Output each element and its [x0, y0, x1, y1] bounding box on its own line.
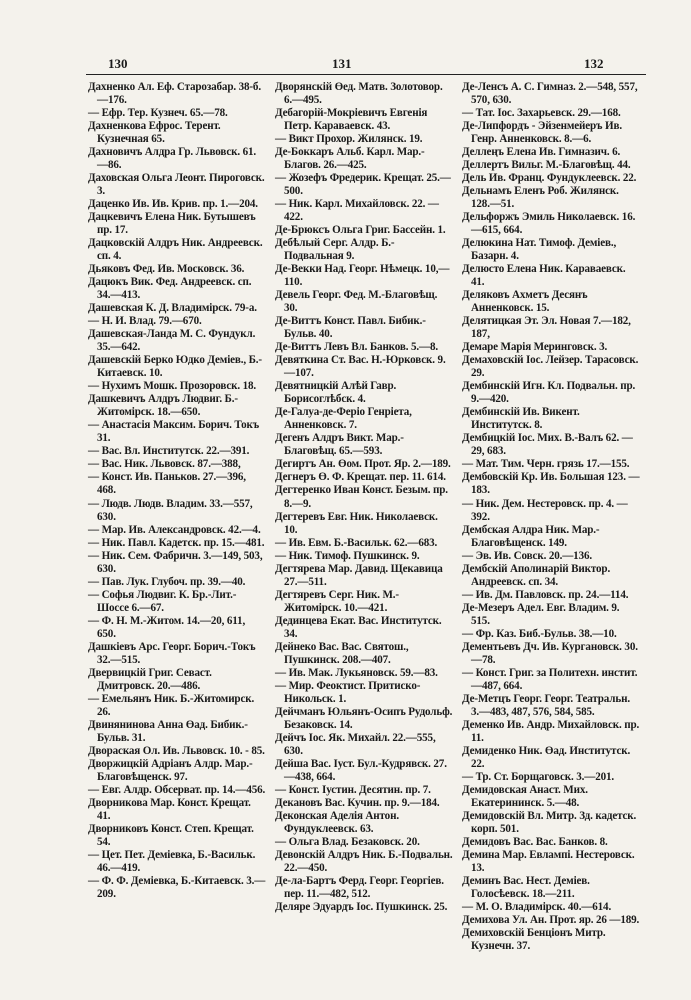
- directory-entry: Дегнеръ Ө. Ф. Крещат. пер. 11. 614.: [275, 471, 446, 484]
- directory-entry: Дединцева Екат. Вас. Институтск. 34.: [275, 614, 442, 640]
- directory-entry: Дахновичъ Алдра Гр. Львовск. 61.—86.: [88, 146, 257, 172]
- page-number-center: 131: [332, 56, 352, 71]
- directory-entry: Де-Боккаръ Альб. Карл. Мар.-Благов. 26.—425.: [275, 146, 425, 172]
- directory-entry: Даховская Ольга Леонт. Пироговск. 3.: [88, 172, 265, 198]
- directory-entry: — Мат. Тим. Черн. грязь 17.—155.: [462, 458, 630, 471]
- directory-entry: — Ник. Павл. Кадетск. пр. 15.—481.: [88, 536, 265, 549]
- directory-entry: — Ф. Ф. Деміевка, Б.-Китаевск. 3.—209.: [88, 874, 266, 900]
- directory-entry: — М. О. Владимірск. 40.—614.: [462, 900, 612, 913]
- directory-entry: Двораская Ол. Ив. Львовск. 10. - 85.: [88, 744, 265, 757]
- directory-entry: — Эв. Ив. Совск. 20.—136.: [462, 549, 592, 562]
- directory-entry: Дейчманъ Юльянъ-Осипъ Рудольф. Безаковск. 14.: [275, 705, 453, 731]
- directory-entry: — Ник. Карл. Михайловск. 22. —422.: [275, 198, 439, 224]
- directory-entry: — Мар. Ив. Александровск. 42.—4.: [88, 523, 261, 536]
- directory-entry: — Вас. Ник. Львовск. 87.—388,: [88, 458, 241, 471]
- directory-entry: — Фр. Каз. Биб.-Бульв. 38.—10.: [462, 627, 617, 640]
- directory-entry: Девятницкій Алѣй Гавр. Борисоглѣбск. 4.: [275, 380, 397, 406]
- directory-entry: Де-ла-Бартъ Ферд. Георг. Георгіев. пер. 11.—482, 512.: [275, 874, 444, 900]
- directory-entry: Де-Мезеръ Адел. Евг. Владим. 9. 515.: [462, 601, 620, 627]
- directory-entry: — Конст. Ив. Паньков. 27.—396, 468.: [88, 471, 246, 497]
- directory-entry: Дембицкій Іос. Мих. В.-Валъ 62. —29, 683.: [462, 432, 633, 458]
- directory-entry: Дашевскій Берко Юдко Деміев., Б.-Китаевск. 10.: [88, 354, 262, 380]
- directory-entry: — Ив. Евм. Б.-Васильк. 62.—683.: [275, 536, 438, 549]
- directory-entry: — Нухимъ Мошк. Прозоровск. 18.: [88, 380, 257, 393]
- directory-entry: Девонскій Алдръ Ник. Б.-Подвальн. 22.—450.: [275, 848, 453, 874]
- directory-entry: — Пав. Лук. Глубоч. пр. 39.—40.: [88, 575, 246, 588]
- directory-entry: — Тат. Іос. Захарьевск. 29.—168.: [462, 107, 621, 120]
- directory-entry: — Н. И. Влад. 79.—670.: [88, 315, 202, 328]
- directory-entry: — Жозефъ Фредерик. Крещат. 25.—500.: [275, 172, 451, 198]
- directory-entry: Дацюкъ Вик. Фед. Андреевск. сп. 34.—413.: [88, 276, 252, 302]
- directory-entry: Дворянскій Өед. Матв. Золотовор. 6.—495.: [275, 81, 443, 107]
- page-number-right: 132: [584, 56, 604, 71]
- directory-entry: Демидовская Анаст. Мих. Екатерининск. 5.—48.: [462, 783, 588, 809]
- directory-entry: Дейнеко Вас. Вас. Святош., Пушкинск. 208.—407.: [275, 640, 409, 666]
- directory-entry: Дебагорій-Мокріевичъ Евгенія Петр. Караваевск. 43.: [275, 107, 428, 133]
- directory-entry: Дьяковъ Фед. Ив. Московск. 36.: [88, 263, 245, 276]
- directory-entry: — Ив. Дм. Павловск. пр. 24.—114.: [462, 588, 629, 601]
- directory-entry: Дацкевичъ Елена Ник. Бутышевъ пр. 17.: [88, 211, 256, 237]
- directory-entry: Дейша Вас. Іуст. Бул.-Кудрявск. 27.—438, 664.: [275, 757, 447, 783]
- directory-entry: Дашкіевъ Арс. Георг. Борич.-Токъ 32.—515.: [88, 640, 256, 666]
- directory-entry: Де-Виттъ Левъ Вл. Банков. 5.—8.: [275, 341, 438, 354]
- directory-entry: Демиденко Ник. Өад. Институтск. 22.: [462, 744, 631, 770]
- directory-entry: — Ольга Влад. Безаковск. 20.: [275, 835, 420, 848]
- directory-entry: Дембинскій Игн. Кл. Подвальн. пр. 9.—420.: [462, 380, 636, 406]
- column-1: [88, 81, 266, 901]
- directory-entry: — Людв. Людв. Владим. 33.—557, 630.: [88, 497, 253, 523]
- directory-entry: — Евг. Алдр. Обсерват. пр. 14.—456.: [88, 783, 266, 796]
- directory-entry: Девяткина Ст. Вас. Н.-Юрковск. 9.—107.: [275, 354, 446, 380]
- directory-entry: Дегтярева Мар. Давид. Щекавица 27.—511.: [275, 562, 443, 588]
- directory-entry: Дегенъ Алдръ Викт. Мар.-Благовѣщ. 65.—593.: [275, 432, 404, 458]
- directory-entry: — Ник. Дем. Нестеровск. пр. 4. —392.: [462, 497, 628, 523]
- directory-entry: — Цет. Пет. Деміевка, Б.-Васильк. 46.—419.: [88, 848, 256, 874]
- directory-entry: — Конст. Григ. за Политехн. инстит.—487, 664.: [462, 666, 638, 692]
- directory-entry: Дембинскій Ив. Викент. Институтск. 8.: [462, 406, 580, 432]
- directory-entry: Де-Галуа-де-Феріо Генріета, Анненковск. 7.: [275, 406, 412, 432]
- directory-entry: Дворниковъ Конст. Степ. Крещат. 54.: [88, 822, 254, 848]
- directory-entry: Дашкевичъ Алдръ Людвиг. Б.-Житомірск. 18.—650.: [88, 393, 238, 419]
- directory-entry: — Мир. Феоктист. Притиско-Никольск. 1.: [275, 679, 421, 705]
- directory-entry: Деллертъ Вильг. М.-Благовѣщ. 44.: [462, 159, 631, 172]
- directory-entry: Демаховскій Іос. Лейзер. Тарасовск. 29.: [462, 354, 639, 380]
- directory-entry: — Софья Людвиг. К. Бр.-Лит.-Шоссе 6.—67.: [88, 588, 237, 614]
- directory-entry: Делюкина Нат. Тимоф. Деміев., Базарн. 4.: [462, 237, 617, 263]
- directory-entry: Де-Метцъ Георг. Георг. Театральн. 3.—483, 487, 576, 584, 585.: [462, 692, 630, 718]
- page-number-left: 130: [108, 56, 128, 71]
- header-rule: [86, 74, 646, 75]
- directory-entry: Демаре Марія Меринговск. 3.: [462, 341, 608, 354]
- directory-entry: Дахненкова Ефрос. Терент. Кузнечная 65.: [88, 120, 221, 146]
- directory-entry: — Ник. Сем. Фабричн. 3.—149, 503, 630.: [88, 549, 263, 575]
- directory-entry: Дельнамъ Еленъ Роб. Жилянск. 128.—51.: [462, 185, 619, 211]
- directory-entry: Де-Ленсъ А. С. Гимназ. 2.—548, 557, 570, 630.: [462, 81, 638, 107]
- directory-entry: Деменко Ив. Андр. Михайловск. пр. 11.: [462, 718, 640, 744]
- directory-entry: Дельфоржъ Эмиль Николаевск. 16.—615, 664.: [462, 211, 636, 237]
- directory-entry: Дегиртъ Ан. Өом. Прот. Яр. 2.—189.: [275, 458, 451, 471]
- directory-entry: Дейчъ Іос. Як. Михайл. 22.—555, 630.: [275, 731, 436, 757]
- directory-entry: Дахненко Ал. Еф. Старозабар. 38-б.—176.: [88, 81, 261, 107]
- directory-entry: — Ефр. Тер. Кузнеч. 65.—78.: [88, 107, 228, 120]
- directory-entry: — Вас. Вл. Институтск. 22.—391.: [88, 445, 250, 458]
- directory-entry: Даценко Ив. Ив. Крив. пр. 1.—204.: [88, 198, 258, 211]
- directory-entry: Деллеңъ Елена Ив. Гимназич. 6.: [462, 146, 621, 159]
- directory-entry: Дашевская-Ланда М. С. Фундукл. 35.—642.: [88, 328, 256, 354]
- directory-entry: Декановъ Вас. Кучин. пр. 9.—184.: [275, 796, 440, 809]
- directory-entry: Дембовскій Кр. Ив. Большая 123. —183.: [462, 471, 640, 497]
- directory-entry: — Анастасія Максим. Борич. Токъ 31.: [88, 419, 260, 445]
- directory-entry: — Ник. Тимоф. Пушкинск. 9.: [275, 549, 420, 562]
- directory-entry: — Викт Прохор. Жилянск. 19.: [275, 133, 423, 146]
- directory-entry: Де-Векки Над. Георг. Нѣмецк. 10,—110.: [275, 263, 450, 289]
- directory-entry: Деляковъ Ахметъ Десянъ Анненковск. 15.: [462, 289, 588, 315]
- directory-entry: Дацковскій Алдръ Ник. Андреевск. сп. 4.: [88, 237, 263, 263]
- directory-entry: Де-Виттъ Конст. Павл. Бибик.-Бульв. 40.: [275, 315, 426, 341]
- directory-entry: Дворникова Мар. Конст. Крещат. 41.: [88, 796, 251, 822]
- directory-entry: Демина Мар. Евлампі. Нестеровск. 13.: [462, 848, 635, 874]
- directory-entry: — Тр. Ст. Борщаговск. 3.—201.: [462, 770, 615, 783]
- directory-entry: Демихова Ул. Ан. Прот. яр. 26 —189.: [462, 914, 640, 926]
- directory-entry: Двервицкій Григ. Севаст. Дмитровск. 20.—486.: [88, 666, 212, 692]
- directory-entry: Дембскій Аполинарій Виктор. Андреевск. сп. 34.: [462, 562, 611, 588]
- column-2: [275, 81, 453, 914]
- directory-entry: Демиховскій Бенціонъ Митр. Кузнечн. 37.: [462, 927, 606, 953]
- directory-entry: Дегтяревъ Серг. Ник. М.-Житомірск. 10.—421.: [275, 588, 399, 614]
- directory-entry: Демидовъ Вас. Вас. Банков. 8.: [462, 835, 608, 848]
- column-3: [462, 81, 640, 953]
- directory-entry: Делюсто Елена Ник. Караваевск. 41.: [462, 263, 626, 289]
- directory-entry: Дашевская К. Д. Владимірск. 79-а.: [88, 302, 257, 315]
- directory-entry: Девель Георг. Фед. М.-Благовѣщ. 30.: [275, 289, 438, 315]
- directory-entry: — Ф. Н. М.-Житом. 14.—20, 611, 650.: [88, 614, 246, 640]
- directory-entry: Деконская Аделія Антон. Фундуклеевск. 63.: [275, 809, 399, 835]
- directory-entry: Демидовскій Вл. Митр. Зд. кадетск. корп. 501.: [462, 809, 637, 835]
- directory-entry: Де-Липфордъ - Эйзенмейеръ Ив. Генр. Анненковск. 8.—6.: [462, 120, 622, 146]
- directory-entry: Дель Ив. Франц. Фундуклеевск. 22.: [462, 172, 637, 185]
- directory-entry: Дегтеренко Иван Конст. Безым. пр. 8.—9.: [275, 484, 448, 510]
- directory-entry: Дегтеревъ Евг. Ник. Николаевск. 10.: [275, 510, 438, 536]
- directory-entry: — Конст. Іустин. Десятин. пр. 7.: [275, 783, 431, 796]
- directory-entry: Де-Брюксъ Ольга Григ. Бассейн. 1.: [275, 224, 446, 237]
- directory-entry: Дебѣлый Серг. Алдр. Б.-Подвальная 9.: [275, 237, 395, 263]
- directory-entry: Дембская Алдра Ник. Мар.-Благовѣщенск. 149.: [462, 523, 600, 549]
- directory-entry: Дементьевъ Дч. Ив. Кургановск. 30.—78.: [462, 640, 638, 666]
- directory-entry: Делятицкая Эт. Эл. Новая 7.—182, 187,: [462, 315, 631, 341]
- directory-entry: — Ив. Мак. Лукьяновск. 59.—83.: [275, 666, 438, 679]
- directory-entry: Двинянинова Анна Өад. Бибик.-Бульв. 31.: [88, 718, 248, 744]
- directory-entry: Деминъ Вас. Нест. Деміев. Голосѣевск. 18.—211.: [462, 874, 590, 900]
- directory-entry: Деляре Эдуардъ Іос. Пушкинск. 25.: [275, 900, 448, 913]
- directory-entry: Дворжицкій Адріанъ Алдр. Мар.-Благовѣщенск. 97.: [88, 757, 253, 783]
- directory-entry: — Емельянъ Ник. Б.-Житомирск. 26.: [88, 692, 255, 718]
